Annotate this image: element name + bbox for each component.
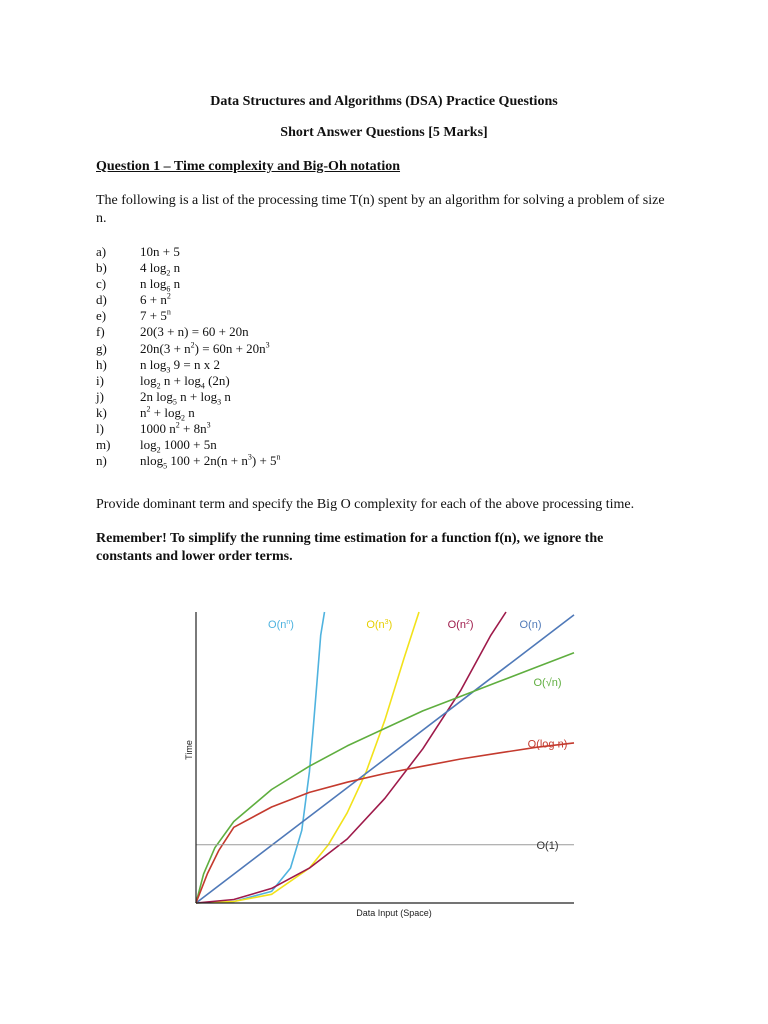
expression-part: n [170,276,181,292]
document-title: Data Structures and Algorithms (DSA) Practice Questions [210,94,558,109]
expression-part: n log [140,356,167,372]
expression-text [140,421,211,437]
expression-part: + 8n [179,421,207,437]
expression-part: 2 [166,268,171,278]
expression-text [140,324,249,340]
expression-text [140,260,180,276]
expression-part: 6 + n [140,292,167,308]
expression-text [140,308,171,324]
expression-text [140,405,195,421]
expression-label: j) [96,388,104,404]
expression-text [140,341,270,357]
expression-part: ) + 5 [251,453,277,469]
expression-part: 4 log [140,260,167,276]
expression-part: 20n(3 + n [140,340,191,356]
series-line [196,653,574,903]
expression-part: nlog [140,453,164,469]
expression-label: d) [96,292,107,308]
expression-part: n [184,404,195,420]
expression-text [140,389,231,405]
series-label: $O(n^n)$ [268,619,294,631]
expression-part: 10n + 5 [140,244,180,259]
expression-part: n [221,388,231,404]
question-instruction: Provide dominant term and specify the Big O complexity for each of the above processing time. [96,497,635,512]
series-label: $O(n^3)$ [366,619,393,631]
series-line [196,743,574,903]
series-label: $O(n^2)$ [447,619,474,631]
series-label: O(√n) [533,677,562,690]
complexity-chart-svg [182,602,578,922]
expression-part: log [140,437,157,453]
expression-text [140,373,230,389]
expression-label: c) [96,276,107,292]
expression-part: 7 + 5 [140,308,167,324]
expression-part: log [140,372,157,388]
expression-part: 2 [190,340,195,350]
expression-part: 2 [156,381,161,391]
series-line [196,612,419,903]
question-intro: The following is a list of the processing time T(n) spent by an algorithm for solving a problem of size n. [96,193,665,226]
expression-part: ) = 60n + 20n [194,340,266,356]
expression-part: n + log [160,372,201,388]
expression-label: g) [96,340,107,356]
expression-label: m) [96,437,111,453]
expression-label: f) [96,324,105,340]
expression-part: 3 [217,397,222,407]
expression-text [140,357,220,373]
expression-label: a) [96,244,107,259]
expression-part: n log [140,276,167,292]
expression-part: 2 [146,404,151,414]
expression-part: 2 [166,291,171,301]
expression-part: 1000 n [140,421,176,437]
expression-part: 3 [206,420,211,430]
expression-part: 100 + 2n(n + n [167,453,248,469]
expression-part: n [276,452,281,462]
expression-part: (2n) [204,372,230,388]
series-label: O(n) [519,619,542,631]
expression-part: n [170,260,181,276]
expression-label: i) [96,372,104,388]
expression-part: 6 [166,284,171,294]
expression-label: h) [96,356,107,372]
expression-part: 20(3 + n) = 60 + 20n [140,324,249,340]
expression-label: n) [96,453,107,469]
question-heading: Question 1 – Time complexity and Big-Oh notation [96,159,401,174]
document-subtitle: Short Answer Questions [5 Marks] [280,125,488,140]
expression-part: 1000 + 5n [160,437,217,453]
complexity-chart [182,602,578,922]
series-line [196,615,574,903]
expression-part: 2 [175,420,180,430]
expression-part: 4 [200,381,205,391]
y-axis-label: Time [184,740,194,760]
expression-text [140,276,180,292]
expression-part: 2 [180,413,185,423]
expression-part: 3 [247,452,252,462]
expression-part: 9 = n x 2 [170,356,220,372]
series-label: O(log n) [527,738,568,751]
expression-part: 3 [166,365,171,375]
expression-part: n + log [176,388,218,404]
expression-text [140,244,180,260]
expression-label: k) [96,404,107,420]
expression-part: n [140,404,147,420]
expression-part: 3 [265,340,270,350]
expression-label: b) [96,260,107,276]
series-label: O(1) [536,840,559,853]
expression-label: l) [96,421,104,437]
expression-text [140,437,217,453]
expression-part: 5 [172,397,177,407]
series-line [196,612,506,903]
expression-text [140,292,171,308]
expression-label: e) [96,308,107,324]
expression-part: n [166,308,171,318]
expression-part: 2 [156,445,161,455]
remember-note: Remember! To simplify the running time estimation for a function f(n), we ignore the constants and lower order terms. [96,531,604,564]
expression-part: + log [150,404,181,420]
x-axis-label: Data Input (Space) [356,908,432,918]
expression-part: 2n log [140,388,173,404]
expression-part: 5 [163,461,168,471]
expression-text [140,453,281,469]
